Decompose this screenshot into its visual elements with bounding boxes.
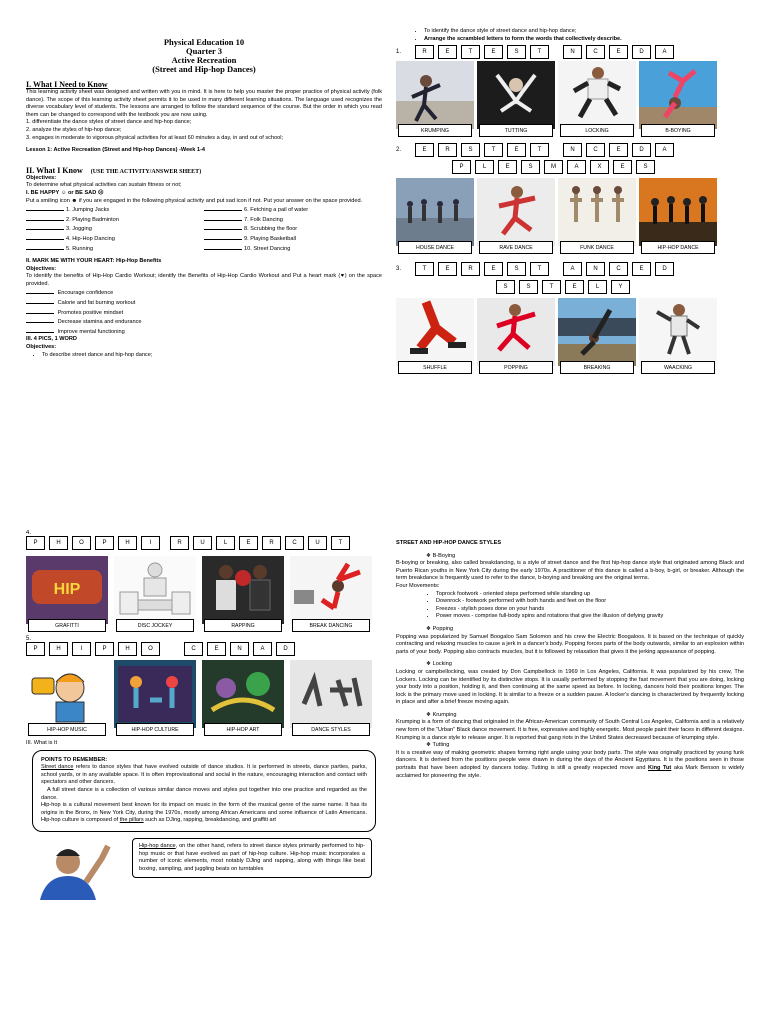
letter-tiles (170, 536, 350, 550)
letter-tile: P (95, 642, 114, 656)
diamond-bullet-icon: ❖ (426, 711, 432, 718)
header-line: (Street and Hip-hop Dances) (152, 64, 256, 74)
benefit-label: Calorie and fat burning workout (57, 300, 136, 307)
points-box (32, 750, 376, 832)
picture-caption: POPPING (479, 361, 553, 374)
letter-tile: S (636, 160, 655, 174)
answer-blank[interactable] (26, 215, 64, 221)
scramble-row (396, 262, 744, 276)
letter-tile: D (655, 262, 674, 276)
section-title-text: II. What I Know (26, 165, 83, 175)
term: King Tut (648, 765, 672, 772)
activity-item (26, 215, 204, 225)
picture-caption: DANCE STYLES (292, 723, 370, 736)
benefit-item (26, 317, 382, 327)
letter-tile: D (632, 143, 651, 157)
letter-tile: P (26, 536, 45, 550)
letter-tile: E (207, 642, 226, 656)
breaking-photo (558, 298, 636, 366)
diamond-bullet-icon: ❖ (426, 661, 432, 668)
letter-tile: S (507, 45, 526, 59)
letter-tile: T (461, 45, 480, 59)
objective-bullet: • Arrange the scrambled letters to form the words that collectively describe. (424, 36, 744, 44)
letter-tiles (563, 45, 674, 59)
activity-title: II. MARK ME WITH YOUR HEART: Hip-Hop Benefits (26, 258, 162, 265)
style-heading (396, 742, 744, 750)
objective-list (26, 352, 382, 360)
letter-tile: S (519, 280, 538, 294)
activity-item-label: 4. Hip-Hop Dancing (66, 235, 115, 242)
letter-tile: E (498, 160, 517, 174)
activity-item (204, 224, 382, 234)
letter-tiles (415, 45, 549, 59)
answer-blank[interactable] (204, 244, 242, 250)
letter-tile: H (49, 642, 68, 656)
activity-item (26, 244, 204, 254)
style-heading-text: B-Boying (432, 552, 456, 559)
picture-caption: TUTTING (479, 124, 553, 137)
objective-item: 3. engages in moderate to vigorous physical activities for at least 60 minutes a day, in and out of school; (26, 134, 284, 141)
activity-title: III. 4 PICS, 1 WORD (26, 336, 77, 343)
picture-card (558, 298, 636, 374)
scramble-row (26, 642, 382, 656)
item-number: 5. (26, 636, 32, 642)
picture-caption: B-BOYING (641, 124, 715, 137)
style-text: aka Mark Benson is widely acclaimed for pioneering the style. (396, 765, 744, 779)
picture-caption: HIP-HOP DANCE (641, 241, 715, 254)
teacher-photo (26, 838, 126, 900)
term: Street dance (41, 764, 74, 771)
movement-item: • Toprock footwork - oriented steps performed while standing up (436, 591, 744, 599)
hiphop-art-photo (202, 660, 284, 728)
activity-item (204, 215, 382, 225)
style-description: Popping was popularized by Samuel Boogaloo Sam Solomon and his crew the Electric Boogaloos. It is based on the technique of quickly contracting and relaxing muscles to cause a jerk in a dancer's body. Popping forces parts of the body outwards, similar to an explosion within parts of your body. Popping also contracts muscles, but it is followed by relaxation that gives it the jerking appearance of popping. (396, 633, 744, 655)
section-title (26, 166, 382, 175)
picture-card (639, 178, 717, 254)
picture-card (290, 660, 372, 736)
pics-and-notes-quadrant (26, 530, 382, 1000)
picture-card (26, 660, 108, 736)
letter-tile: S (496, 280, 515, 294)
shuffle-photo (396, 298, 474, 366)
answer-blank[interactable] (26, 234, 64, 240)
points-text: refers to dance styles that have evolved outside of dance studios. It is performed in streets, dance parties, parks, school yards, or in any available space. It is often improvisational and social in the nature, encouraging interaction and contact with spectators and other dancers. (41, 764, 367, 786)
disc-jockey-photo (114, 556, 196, 624)
item-number: 4. (26, 530, 32, 536)
picture-row (26, 556, 382, 632)
picture-caption: HIP-HOP ART (204, 723, 282, 736)
letter-tile: P (95, 536, 114, 550)
activity-item-label: 2. Playing Badminton (66, 216, 119, 223)
style-heading-text: Popping (432, 625, 454, 632)
picture-card (114, 556, 196, 632)
activity-item (204, 205, 382, 215)
diamond-bullet-icon: ❖ (426, 625, 432, 632)
picture-card (396, 178, 474, 254)
picture-row (396, 61, 744, 137)
activity-item-label: 6. Fetching a pail of water (244, 207, 309, 214)
hiphop-culture-photo (114, 660, 196, 728)
benefit-label: Encourage confidence (57, 290, 114, 297)
style-description: Locking or campbellocking, was created by Don Campbellock in 1969 in Los Angeles, California. It was popularized by his crew, The Lockers. Locking can be identified by its distinctive stops. It is usually performed by stopping the fast movement that you are doing, locking your body into a position, holding it, and then continuing at the same speed as before. In locking, dancers hold their positions longer. The lock is the primary move used in locking. It is similar to a freeze or a sudden pause. A locker's dancing is characterized by frequently locking in place and after a brief freeze moving again. (396, 668, 744, 706)
benefit-label: Improve mental functioning (57, 328, 125, 335)
letter-tile: C (184, 642, 203, 656)
letter-tile: E (609, 45, 628, 59)
picture-card (639, 61, 717, 137)
objective-item: 2. analyze the styles of hip-hop dance; (26, 126, 122, 133)
picture-card (202, 660, 284, 736)
picture-caption: FUNK DANCE (560, 241, 634, 254)
letter-tile: H (118, 642, 137, 656)
points-text: Hip-hop is a cultural movement best known for its impact on music in the form of the musical genre of the same name. It has its origins in the Bronx, in New York City, during the 1970s, mostly among African Americans and some influence of Latin Americans. Hip-hop culture is composed of (41, 802, 367, 824)
picture-caption: KRUMPING (398, 124, 472, 137)
picture-row (26, 660, 382, 736)
letter-tile: E (484, 45, 503, 59)
picture-caption: SHUFFLE (398, 361, 472, 374)
worksheet-header (26, 38, 382, 74)
letter-tile: A (655, 143, 674, 157)
style-description: Krumping is a form of dancing that originated in the African-American community of South Central Los Angeles, California and is a relatively new form of the “Urban” Black dance movement. It is free, expressive and highly energetic. Most people paint their faces in different designs. Krumping is a dance style to release anger. It is reported that gang riots in the United States decreased because of krumping style. (396, 719, 744, 741)
movement-item: • Power moves - comprise full-body spins and rotations that give the illusion of defying gravity (436, 613, 744, 621)
lesson-title: Lesson 1: Active Recreation (Street and Hip-hop Dances) -Week 1-4 (26, 147, 206, 154)
popping-photo (477, 298, 555, 366)
letter-tile: I (141, 536, 160, 550)
objective-text: To determine what physical activities can sustain fitness or not; (26, 182, 182, 189)
picture-row (396, 178, 744, 254)
activity-item-label: 8. Scrubbing the floor (244, 226, 298, 233)
letter-tile: T (530, 262, 549, 276)
letter-tile: R (170, 536, 189, 550)
letter-tiles (26, 642, 160, 656)
scramble-row (396, 160, 744, 174)
picture-caption: GRAFITTI (28, 619, 106, 632)
picture-card (477, 61, 555, 137)
picture-card (396, 298, 474, 374)
activity-instruction: Put a smiling icon ☻ if you are engaged in the following physical activity and put sad icon if not. Put your answer on the space provided. (26, 197, 363, 204)
letter-tiles (415, 143, 549, 157)
activity-instruction: To identify the benefits of Hip-Hop Cardio Workout; identify the Benefits of Hip-Hop Cardio Workout and Put a heart mark (♥) on the space provided. (26, 273, 382, 287)
letter-tile: E (507, 143, 526, 157)
header-line: Quarter 3 (186, 46, 222, 56)
benefit-label: Promotes positive mindset (57, 309, 124, 316)
letter-tile: N (586, 262, 605, 276)
break-dancing-photo (290, 556, 372, 624)
letter-tiles (563, 262, 674, 276)
letter-tile: T (542, 280, 561, 294)
diamond-bullet-icon: ❖ (426, 552, 432, 559)
style-description (396, 750, 744, 780)
letter-tile: O (141, 642, 160, 656)
activity-items (26, 205, 382, 253)
answer-blank[interactable] (26, 317, 54, 323)
picture-card (202, 556, 284, 632)
letter-tile: E (484, 262, 503, 276)
hiphop-paragraph (139, 843, 365, 873)
letter-tile: T (530, 143, 549, 157)
movement-item: • Freezes - stylish poses done on your hands (436, 606, 744, 614)
graffiti-photo (26, 556, 108, 624)
objectives-label: Objectives: (26, 174, 57, 181)
picture-card (477, 298, 555, 374)
objective-item: 1. differentiate the dance styles of street dance and hip-hop dance; (26, 119, 192, 126)
picture-caption: BREAKING (560, 361, 634, 374)
letter-tile: R (461, 262, 480, 276)
answer-blank[interactable] (26, 205, 64, 211)
letter-tile: Y (611, 280, 630, 294)
term: Hip-hop dance (139, 842, 176, 849)
waacking-photo (639, 298, 717, 366)
picture-caption: HIP-HOP CULTURE (116, 723, 194, 736)
picture-caption: HOUSE DANCE (398, 241, 472, 254)
objective-bullet: • To identify the dance style of street dance and hip-hop dance; (424, 28, 744, 36)
letter-tile: N (563, 45, 582, 59)
letter-tile: M (544, 160, 563, 174)
points-paragraph (41, 802, 367, 825)
picture-row (396, 298, 744, 374)
style-heading (396, 661, 744, 669)
activity-item-label: 7. Folk Dancing (244, 216, 283, 223)
letter-tiles (496, 280, 630, 294)
intro-paragraph: This learning activity sheet was designed and written with you in mind. It is here to help you master the proper practice of physical activity (folk dance). The scope of this learning activity sheet permits it to be used in many different learning situations. The language used recognizes the diverse vocabulary level of students. The lessons are arranged to follow the standard sequence of the course. But the order in which you read them can be changed to correspond with the textbook you are now using. (26, 89, 382, 118)
dance-styles-quadrant (396, 540, 744, 1010)
style-heading (396, 712, 744, 720)
answer-blank[interactable] (204, 215, 242, 221)
letter-tile: E (632, 262, 651, 276)
hiphop-text: , on the other hand, refers to street dance styles primarily performed to hip-hop music or that have evolved as part of hip-hop culture. Hip-hop music incorporates a number of iconic elements, most notably DJing and rapping, along with things like beat boxing, sampling, and juggling beats on turntables (139, 842, 365, 872)
letter-tile: H (118, 536, 137, 550)
style-heading (396, 626, 744, 634)
header-line: Physical Education 10 (163, 38, 245, 47)
letter-tile: R (438, 143, 457, 157)
activity-title: I. BE HAPPY ☺ or BE SAD ☹ (26, 189, 104, 196)
letter-tile: A (563, 262, 582, 276)
letter-tile: L (216, 536, 235, 550)
movements-label: Four Movements: (396, 582, 440, 589)
house-dance-photo (396, 178, 474, 246)
hiphop-dance-photo (639, 178, 717, 246)
letter-tile: T (484, 143, 503, 157)
letter-tile: E (609, 143, 628, 157)
letter-tile: T (530, 45, 549, 59)
krumping-photo (396, 61, 474, 129)
points-paragraph (41, 764, 367, 787)
funk-dance-photo (558, 178, 636, 246)
objectives-label: Objectives: (26, 344, 57, 351)
style-heading (396, 553, 744, 561)
picture-caption: RAPPING (204, 619, 282, 632)
letter-tiles (415, 262, 549, 276)
answer-blank[interactable] (204, 234, 242, 240)
style-heading-text: Tutting (432, 742, 450, 749)
header-line: Active Recreation (171, 55, 237, 65)
scramble-row (396, 143, 744, 157)
letter-tile: U (308, 536, 327, 550)
picture-card (114, 660, 196, 736)
letter-tile: E (613, 160, 632, 174)
letter-tile: A (655, 45, 674, 59)
style-text: It is a creative way of making geometric shapes forming right angle using your body parts. The style was originally practiced by young funk dancers. It is derived from the positions people were drawn in during the days of the Ancient Egyptians. It is the positions seen in those portraits that have been adopted by dancers today. Tutting is still a greatly respected move and (396, 749, 744, 772)
dance-styles-photo (290, 660, 372, 728)
letter-tile: S (507, 262, 526, 276)
hiphop-note-box (132, 838, 372, 878)
letter-tile: E (239, 536, 258, 550)
scramble-row (26, 536, 382, 550)
rapping-photo (202, 556, 284, 624)
picture-caption: DISC JOCKEY (116, 619, 194, 632)
rave-dance-photo (477, 178, 555, 246)
section-note: (USE THE ACTIVITY/ANSWER SHEET) (90, 168, 202, 175)
item-number: 3. (396, 266, 402, 273)
locking-photo (558, 61, 636, 129)
answer-blank[interactable] (204, 205, 242, 211)
letter-tile: O (72, 536, 91, 550)
picture-caption: WAACKING (641, 361, 715, 374)
answer-blank[interactable] (26, 327, 54, 333)
letter-tile: A (253, 642, 272, 656)
letter-tile: R (415, 45, 434, 59)
letter-tile: C (586, 45, 605, 59)
objective-list (396, 28, 744, 43)
objectives-label: Objectives: (26, 265, 57, 272)
letter-tiles (452, 160, 655, 174)
activity-item-label: 10. Street Dancing (244, 245, 291, 252)
activity-item-label: 3. Jogging (66, 226, 92, 233)
letter-tile: N (230, 642, 249, 656)
benefit-item (26, 308, 382, 318)
picture-card (477, 178, 555, 254)
letter-tile: S (461, 143, 480, 157)
letter-tile: I (72, 642, 91, 656)
letter-tile: E (565, 280, 584, 294)
section-title: I. What I Need to Know (26, 80, 108, 89)
letter-tile: E (438, 262, 457, 276)
picture-card (558, 61, 636, 137)
picture-card (26, 556, 108, 632)
benefit-label: Decrease stamina and endurance (57, 319, 142, 326)
activity-item (204, 244, 382, 254)
section-title: III. What is It (26, 740, 58, 746)
letter-tiles (26, 536, 160, 550)
hiphop-music-photo (26, 660, 108, 728)
letter-tile: H (49, 536, 68, 550)
scramble-quadrant (396, 28, 744, 508)
style-description: B-boying or breaking, also called breakdancing, is a style of street dance and the first hip-hop dance style that originated among Black and Puerto Rican youths in New York City during the early 1970s. A practitioner of this dance is called a b-boy, b-girl, or breaker. Although the term breakdance is frequently used to refer to the dance, b-boying and breaking are the original terms. (396, 560, 744, 582)
answer-blank[interactable] (26, 224, 64, 230)
picture-card (396, 61, 474, 137)
letter-tile: C (285, 536, 304, 550)
points-text: such as DJing, rapping, breakdancing, and graffiti art (143, 817, 276, 824)
activity-item-label: 5. Running (66, 245, 94, 252)
scramble-row (396, 280, 744, 294)
tutting-photo (477, 61, 555, 129)
style-heading-text: Locking (432, 661, 452, 668)
activity-item-label: 9. Playing Basketball (244, 235, 296, 242)
letter-tile: R (262, 536, 281, 550)
picture-caption: RAVE DANCE (479, 241, 553, 254)
styles-title: STREET AND HIP-HOP DANCE STYLES (396, 540, 502, 546)
answer-blank[interactable] (204, 224, 242, 230)
letter-tiles (563, 143, 674, 157)
scramble-row (396, 45, 744, 59)
letter-tile: D (632, 45, 651, 59)
objective-bullet: • To describe street dance and hip-hop dance; (42, 352, 382, 360)
letter-tile: T (331, 536, 350, 550)
benefit-item (26, 298, 382, 308)
letter-tile: N (563, 143, 582, 157)
movement-item: • Downrock - footwork performed with both hands and feet on the floor (436, 598, 744, 606)
item-number: 1. (396, 49, 402, 56)
activity-item-label: 1. Jumping Jacks (66, 207, 110, 214)
letter-tile: S (521, 160, 540, 174)
letter-tile: E (438, 45, 457, 59)
activity-item (26, 234, 204, 244)
hiphop-note-row (26, 838, 382, 900)
letter-tile: X (590, 160, 609, 174)
intro-quadrant (26, 38, 382, 508)
benefit-item (26, 327, 382, 337)
bboying-photo (639, 61, 717, 129)
answer-blank[interactable] (26, 244, 64, 250)
picture-card (558, 178, 636, 254)
letter-tile: D (276, 642, 295, 656)
letter-tile: L (588, 280, 607, 294)
points-paragraph: A full street dance is a collection of various similar dance moves and styles put together into one practice and regarded as the dance. (41, 786, 367, 801)
letter-tile: T (415, 262, 434, 276)
letter-tile: C (609, 262, 628, 276)
letter-tile: L (475, 160, 494, 174)
letter-tile: P (26, 642, 45, 656)
style-heading-text: Krumping (432, 711, 457, 718)
activity-item (26, 205, 204, 215)
answer-blank[interactable] (26, 308, 54, 314)
letter-tile: P (452, 160, 471, 174)
picture-caption: BREAK DANCING (292, 619, 370, 632)
letter-tile: E (415, 143, 434, 157)
answer-blank[interactable] (26, 298, 54, 304)
points-title: POINTS TO REMEMBER: (41, 756, 108, 763)
letter-tile: C (586, 143, 605, 157)
picture-caption: HIP-HOP MUSIC (28, 723, 106, 736)
term: the pillars (119, 817, 144, 824)
letter-tile: U (193, 536, 212, 550)
benefit-item (26, 288, 382, 298)
picture-caption: LOCKING (560, 124, 634, 137)
letter-tiles (184, 642, 295, 656)
picture-card (639, 298, 717, 374)
letter-tile: A (567, 160, 586, 174)
item-number: 2. (396, 147, 402, 154)
answer-blank[interactable] (26, 288, 54, 294)
diamond-bullet-icon: ❖ (426, 742, 432, 749)
svg-text:HIP: HIP (53, 581, 81, 598)
picture-card (290, 556, 372, 632)
activity-item (204, 234, 382, 244)
movements-list (396, 591, 744, 621)
activity-item (26, 224, 204, 234)
